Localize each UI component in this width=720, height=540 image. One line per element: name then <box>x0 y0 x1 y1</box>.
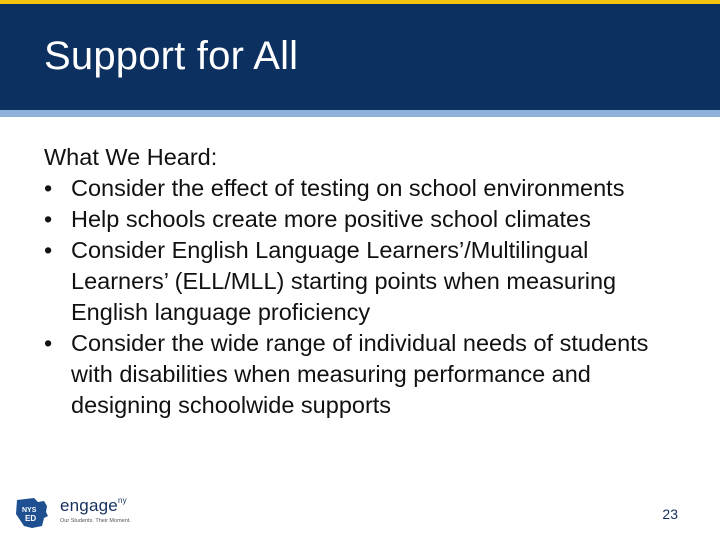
bullet-text: Consider the wide range of individual needs of students with disabilities when measuring performance and designing schoolwide supports <box>71 330 649 418</box>
logo-tagline: Our Students. Their Moment. <box>60 518 131 524</box>
bullet-item <box>44 328 684 421</box>
bullet-dot: • <box>44 175 53 201</box>
bullet-dot: • <box>44 237 53 263</box>
bullet-dot: • <box>44 206 53 232</box>
title-underline <box>0 110 720 117</box>
engage-wordmark: engage$^{ny}$ <box>60 496 127 515</box>
bullet-text: Consider English Language Learners’/Multilingual Learners’ (ELL/MLL) starting points when measuring English language proficiency <box>71 237 617 325</box>
engageny-logo <box>14 496 144 530</box>
nysed-state-logo-icon <box>14 496 50 530</box>
bullet-item <box>44 204 684 235</box>
svg-text:ED: ED <box>25 514 37 523</box>
slide-title: Support for All <box>44 34 299 78</box>
bullet-item <box>44 235 684 328</box>
svg-text:NYS: NYS <box>22 507 37 514</box>
title-bar <box>0 4 720 110</box>
intro-heading: What We Heard: <box>44 144 218 170</box>
page-number: 23 <box>662 506 678 522</box>
slide-body <box>44 142 684 421</box>
bullet-text: Consider the effect of testing on school environments <box>71 175 625 201</box>
bullet-list <box>44 173 684 421</box>
bullet-text: Help schools create more positive school climates <box>71 206 591 232</box>
bullet-item <box>44 173 684 204</box>
bullet-dot: • <box>44 330 53 356</box>
